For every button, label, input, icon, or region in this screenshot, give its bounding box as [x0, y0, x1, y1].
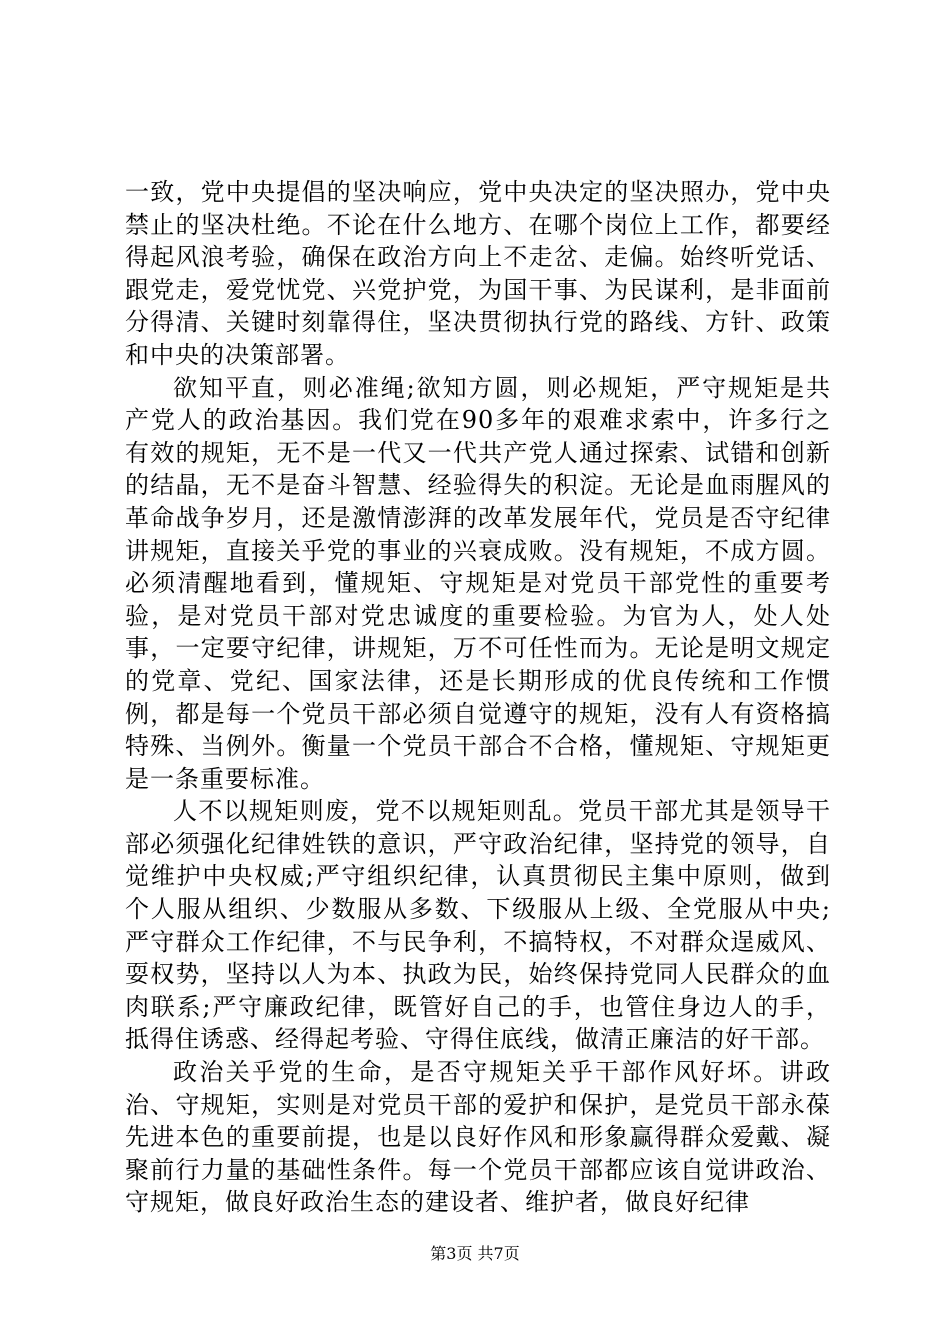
page-number-footer: 第3页 共7页 [430, 1244, 520, 1263]
paragraph-1: 一致，党中央提倡的坚决响应，党中央决定的坚决照办，党中央禁止的坚决杜绝。不论在什么地方、在哪个岗位上工作，都要经得起风浪考验，确保在政治方向上不走岔、走偏。始终听党话、跟党走，爱党忧党、兴党护党，为国干事、为民谋利，是非面前分得清、关键时刻靠得住，坚决贯彻执行党的路线、方针、政策和中央的决策部署。 [125, 178, 831, 369]
paragraph-3: 人不以规矩则废，党不以规矩则乱。党员干部尤其是领导干部必须强化纪律姓铁的意识，严守政治纪律，坚持党的领导，自觉维护中央权威;严守组织纪律，认真贯彻民主集中原则，做到个人服从组织、少数服从多数、下级服从上级、全党服从中央;严守群众工作纪律，不与民争利，不搞特权，不对群众逞威风、耍权势，坚持以人为本、执政为民，始终保持党同人民群众的血肉联系;严守廉政纪律，既管好自己的手，也管住身边人的手，抵得住诱惑、经得起考验、守得住底线，做清正廉洁的好干部。 [125, 797, 831, 1054]
paragraph-2: 欲知平直，则必准绳;欲知方圆，则必规矩，严守规矩是共产党人的政治基因。我们党在90多年的艰难求索中，许多行之有效的规矩，无不是一代又一代共产党人通过探索、试错和创新的结晶，无不是奋斗智慧、经验得失的积淀。无论是血雨腥风的革命战争岁月，还是激情澎湃的改革发展年代，党员是否守纪律讲规矩，直接关乎党的事业的兴衰成败。没有规矩，不成方圆。必须清醒地看到，懂规矩、守规矩是对党员干部党性的重要考验，是对党员干部对党忠诚度的重要检验。为官为人，处人处事，一定要守纪律，讲规矩，万不可任性而为。无论是明文规定的党章、党纪、国家法律，还是长期形成的优良传统和工作惯例，都是每一个党员干部必须自觉遵守的规矩，没有人有资格搞特殊、当例外。衡量一个党员干部合不合格，懂规矩、守规矩更是一条重要标准。 [125, 373, 831, 793]
paragraph-4: 政治关乎党的生命，是否守规矩关乎干部作风好坏。讲政治、守规矩，实则是对党员干部的爱护和保护，是党员干部永葆先进本色的重要前提，也是以良好作风和形象赢得群众爱戴、凝聚前行力量的基础性条件。每一个党员干部都应该自觉讲政治、守规矩，做良好政治生态的建设者、维护者，做良好纪律 [125, 1058, 831, 1217]
document-body [125, 176, 831, 1219]
